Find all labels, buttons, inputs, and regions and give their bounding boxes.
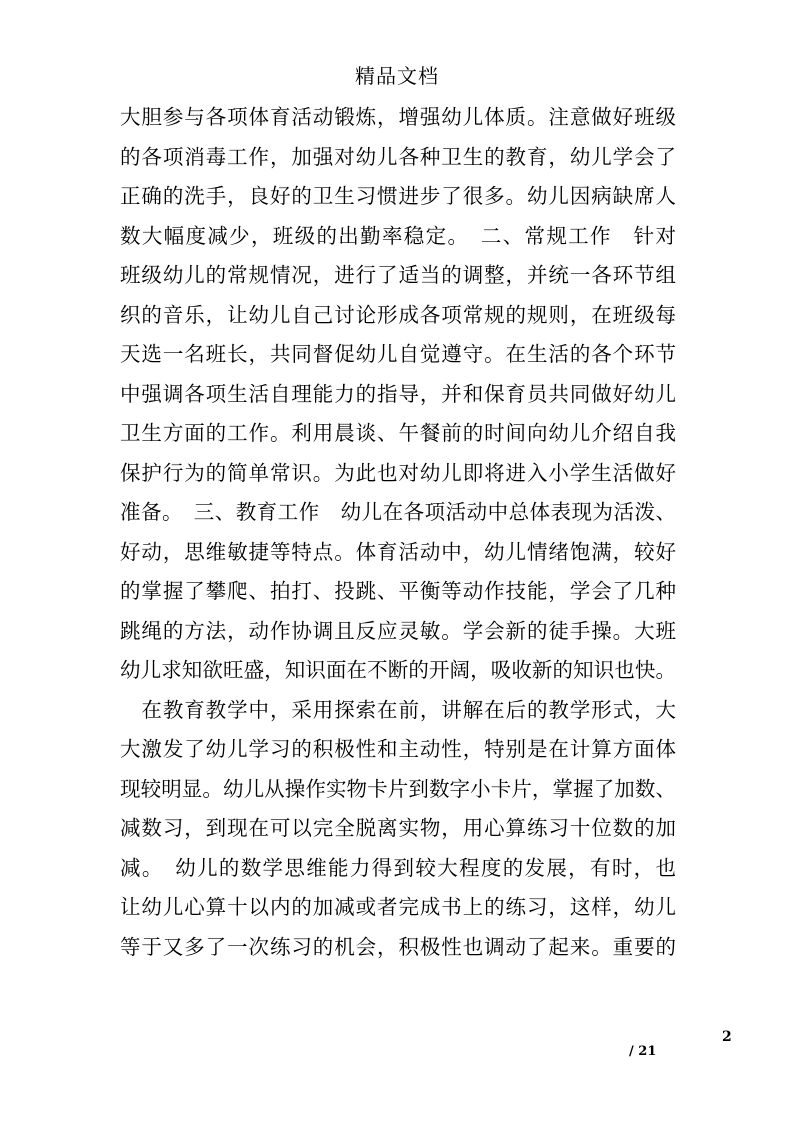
text-line: 大胆参与各项体育活动锻炼，增强幼儿体质。注意做好班级	[120, 105, 676, 129]
text-line: 等于又多了一次练习的机会，积极性也调动了起来。重要的	[120, 934, 676, 959]
text-line: 卫生方面的工作。利用晨谈、午餐前的时间向幼儿介绍自我	[120, 421, 676, 445]
page-number: 2	[722, 1029, 732, 1045]
text-line: 中强调各项生活自理能力的指导，并和保育员共同做好幼儿	[120, 381, 676, 406]
text-line: 让幼儿心算十以内的加减或者完成书上的练习，这样，幼儿	[120, 895, 676, 919]
text-line: 织的音乐，让幼儿自己讨论形成各项常规的规则，在班级每	[120, 302, 676, 327]
text-line: 减数习，到现在可以完全脱离实物，用心算练习十位数的加	[120, 816, 676, 840]
text-line: 的各项消毒工作，加强对幼儿各种卫生的教育，幼儿学会了	[120, 144, 676, 169]
text-line: 在教育教学中，采用探索在前，讲解在后的教学形式，大	[120, 697, 676, 722]
document-body	[120, 98, 676, 967]
text-line: 幼儿求知欲旺盛，知识面在不断的开阔，吸收新的知识也快。	[120, 658, 676, 682]
text-line: 数大幅度减少，班级的出勤率稳定。 二、常规工作 针对	[120, 223, 676, 248]
text-line: 准备。 三、教育工作 幼儿在各项活动中总体表现为活泼、	[120, 500, 676, 524]
text-line: 现较明显。幼儿从操作实物卡片到数字小卡片，掌握了加数、	[120, 776, 676, 801]
document-header: 精品文档	[355, 64, 439, 88]
text-line: 正确的洗手，良好的卫生习惯进步了很多。幼儿因病缺席人	[120, 184, 676, 208]
text-line: 的掌握了攀爬、拍打、投跳、平衡等动作技能，学会了几种	[120, 579, 676, 603]
text-line: 跳绳的方法，动作协调且反应灵敏。学会新的徒手操。大班	[120, 618, 676, 643]
text-line: 好动，思维敏捷等特点。体育活动中，幼儿情绪饱满，较好	[120, 539, 676, 564]
text-line: 保护行为的简单常识。为此也对幼儿即将进入小学生活做好	[120, 460, 676, 485]
text-line: 大激发了幼儿学习的积极性和主动性，特别是在计算方面体	[120, 737, 676, 761]
text-line: 班级幼儿的常规情况，进行了适当的调整，并统一各环节组	[120, 263, 676, 287]
page-total: / 21	[629, 1044, 657, 1059]
text-line: 减。 幼儿的数学思维能力得到较大程度的发展，有时，也	[120, 855, 676, 880]
text-line: 天选一名班长，共同督促幼儿自觉遵守。在生活的各个环节	[120, 342, 676, 366]
